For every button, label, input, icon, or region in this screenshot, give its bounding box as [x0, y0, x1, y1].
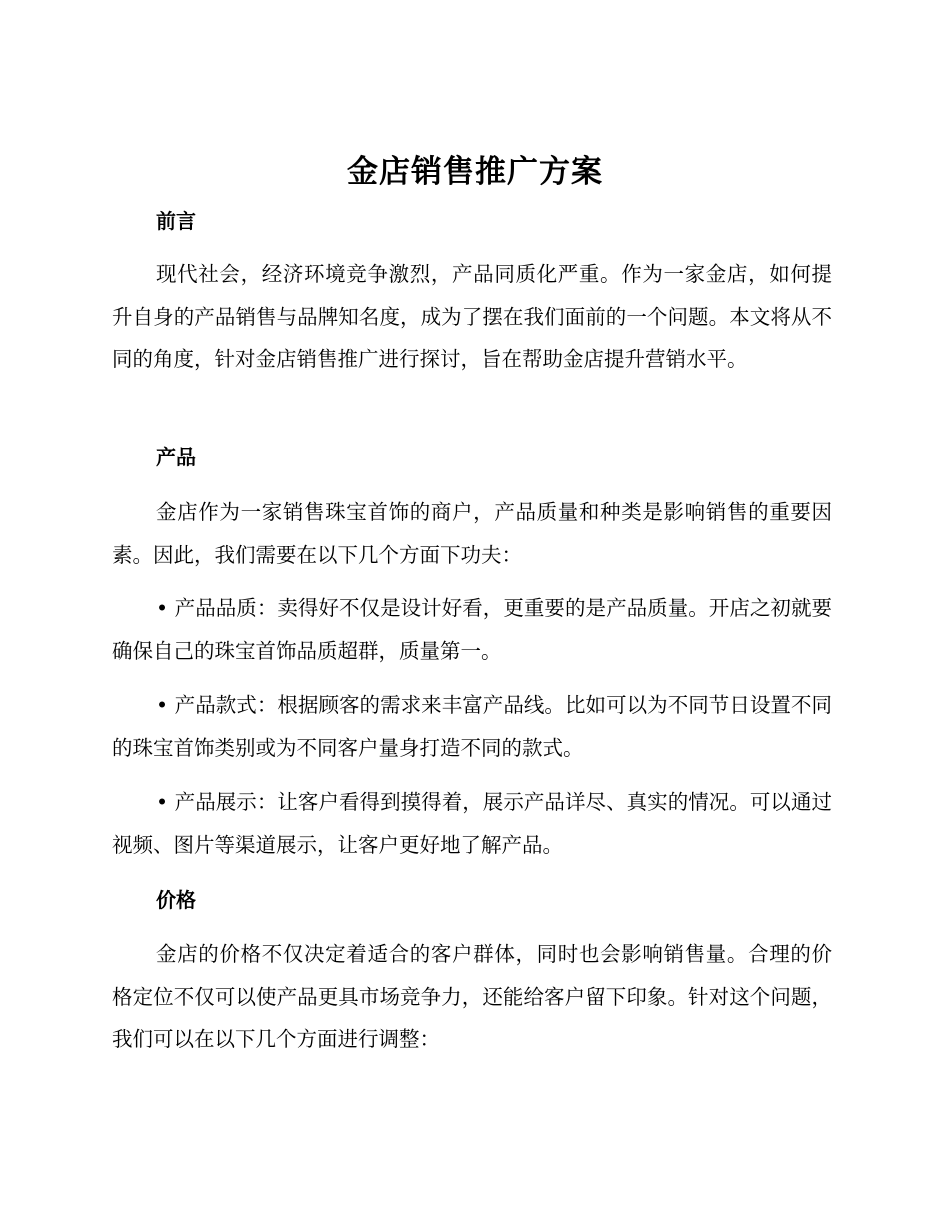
price-paragraph: 金店的价格不仅决定着适合的客户群体，同时也会影响销售量。合理的价格定位不仅可以使产品更具市场竞争力，还能给客户留下印象。针对这个问题，我们可以在以下几个方面进行调整：: [112, 942, 832, 1051]
product-quality-bullet: • 产品品质：卖得好不仅是设计好看，更重要的是产品质量。开店之初就要确保自己的珠宝首饰品质超群，质量第一。: [112, 596, 832, 663]
document-title: 金店销售推广方案: [347, 154, 603, 190]
product-style-bullet: • 产品款式：根据顾客的需求来丰富产品线。比如可以为不同节日设置不同的珠宝首饰类别或为不同客户量身打造不同的款式。: [112, 693, 832, 760]
section-heading-price: 价格: [156, 888, 196, 912]
preface-paragraph: 现代社会，经济环境竞争激烈，产品同质化严重。作为一家金店，如何提升自身的产品销售与品牌知名度，成为了摆在我们面前的一个问题。本文将从不同的角度，针对金店销售推广进行探讨，旨在帮助金店提升营销水平。: [112, 262, 832, 371]
product-intro-paragraph: 金店作为一家销售珠宝首饰的商户，产品质量和种类是影响销售的重要因素。因此，我们需要在以下几个方面下功夫：: [112, 500, 832, 567]
section-heading-product: 产品: [156, 445, 196, 469]
product-display-bullet: • 产品展示：让客户看得到摸得着，展示产品详尽、真实的情况。可以通过视频、图片等渠道展示，让客户更好地了解产品。: [112, 790, 832, 857]
section-heading-preface: 前言: [156, 209, 196, 233]
